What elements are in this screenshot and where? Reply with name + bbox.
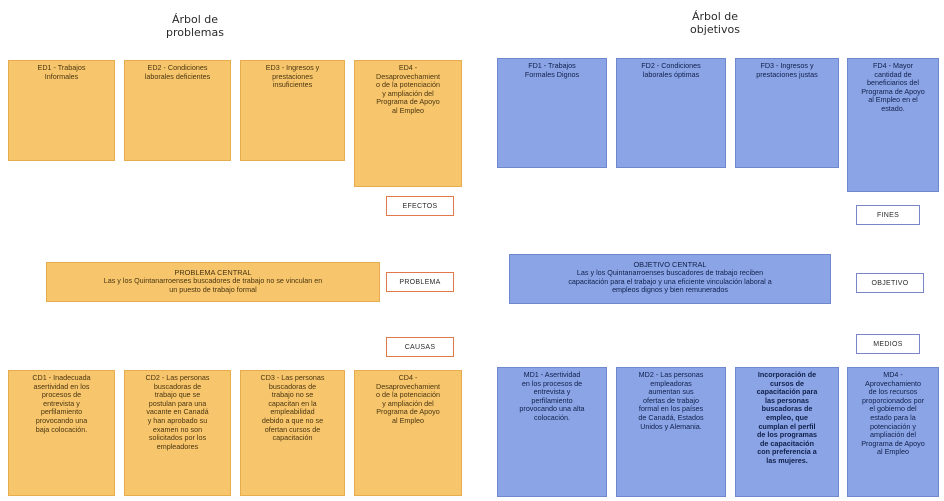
central-problem-text: Las y los Quintanarroenses buscadores de trabajo no se vinculan en un puesto de trabajo formal [103,276,323,294]
means-box-md3: Incorporación de cursos de capacitación para las personas buscadoras de empleo, que cumplan el perfil de los programas de capacitación con preferencia a las mujeres. [735,367,839,497]
cause-box-cd2: CD2 - Las personas buscadoras de trabajo que se postulan para una vacante en Canadá y han aprobado su examen no son solicitados por los empleadores [124,370,231,496]
end-box-fd2: FD2 - Condiciones laborales óptimas [616,58,726,168]
means-box-md2: MD2 - Las personas empleadoras aumentan sus ofertas de trabajo formal en los países de Canadá, Estados Unidos y Alemania. [616,367,726,497]
end-box-fd4: FD4 - Mayor cantidad de beneficiarios del Programa de Apoyo al Empleo en el estado. [847,58,939,192]
central-objective-heading: OBJETIVO CENTRAL [633,260,707,269]
cause-box-cd3: CD3 - Las personas buscadoras de trabajo no se capacitan en la empleabilidad debido a que no se ofertan cursos de capacitación [240,370,345,496]
problem-tree-title: Árbol de problemas [166,13,224,39]
central-problem-heading: PROBLEMA CENTRAL [174,268,252,277]
effect-box-ed4: ED4 - Desaprovechamient o de la potenciación y ampliación del Programa de Apoyo al Empleo [354,60,462,187]
objective-label: OBJETIVO [856,273,924,293]
problem-label: PROBLEMA [386,272,454,292]
end-box-fd1: FD1 - Trabajos Formales Dignos [497,58,607,168]
end-box-fd3: FD3 - Ingresos y prestaciones justas [735,58,839,168]
means-box-md4: MD4 - Aprovechamiento de los recursos proporcionados por el gobierno del estado para la potenciación y ampliación del Programa de Apoyo al Empleo [847,367,939,497]
ends-label: FINES [856,205,920,225]
means-label: MEDIOS [856,334,920,354]
central-objective-box [509,254,831,304]
causes-label: CAUSAS [386,337,454,357]
cause-box-cd1: CD1 - Inadecuada asertividad en los procesos de entrevista y perfilamiento provocando una baja colocación. [8,370,115,496]
objective-tree-title: Árbol de objetivos [690,10,740,36]
effect-box-ed2: ED2 - Condiciones laborales deficientes [124,60,231,161]
central-objective-text: Las y los Quintanarroenses buscadores de trabajo reciben capacitación para el trabajo y una eficiente vinculación laboral a empleos dignos y bien remunerados [568,268,772,295]
effects-label: EFECTOS [386,196,454,216]
effect-box-ed3: ED3 - Ingresos y prestaciones insuficientes [240,60,345,161]
means-box-md1: MD1 - Asertividad en los procesos de entrevista y perfilamiento provocando una alta colocación. [497,367,607,497]
effect-box-ed1: ED1 - Trabajos Informales [8,60,115,161]
central-problem-box [46,262,380,302]
cause-box-cd4: CD4 - Desaprovechamient o de la potenciación y ampliación del Programa de Apoyo al Empleo [354,370,462,496]
